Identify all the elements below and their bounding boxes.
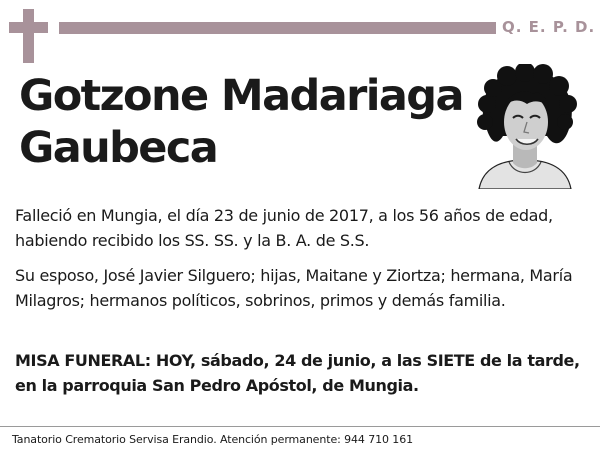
cross-horizontal (9, 22, 48, 33)
portrait-illustration (473, 64, 577, 189)
footer-divider (0, 426, 600, 427)
portrait-photo (473, 64, 577, 189)
header-bar (59, 22, 496, 34)
cross-vertical (23, 9, 34, 63)
funeral-mass-paragraph: MISA FUNERAL: HOY, sábado, 24 de junio, a las SIETE de la tarde, en la parroquia San Pedro Apóstol, de Mungia. (15, 351, 580, 395)
deceased-name (19, 70, 469, 174)
name-line-2: Gaubeca (19, 123, 218, 173)
name-line-1: Gotzone Madariaga (19, 71, 463, 121)
death-notice-paragraph: Falleció en Mungia, el día 23 de junio de 2017, a los 56 años de edad, habiendo recibido los SS. SS. y la B. A. de S.S. (15, 206, 553, 250)
qepd-badge: Q. E. P. D. (502, 18, 596, 36)
funeral-home-footer: Tanatorio Crematorio Servisa Erandio. Atención permanente: 944 710 161 (12, 433, 413, 446)
family-paragraph: Su esposo, José Javier Silguero; hijas, Maitane y Ziortza; hermana, María Milagros; hermanos políticos, sobrinos, primos y demás familia. (15, 266, 573, 310)
